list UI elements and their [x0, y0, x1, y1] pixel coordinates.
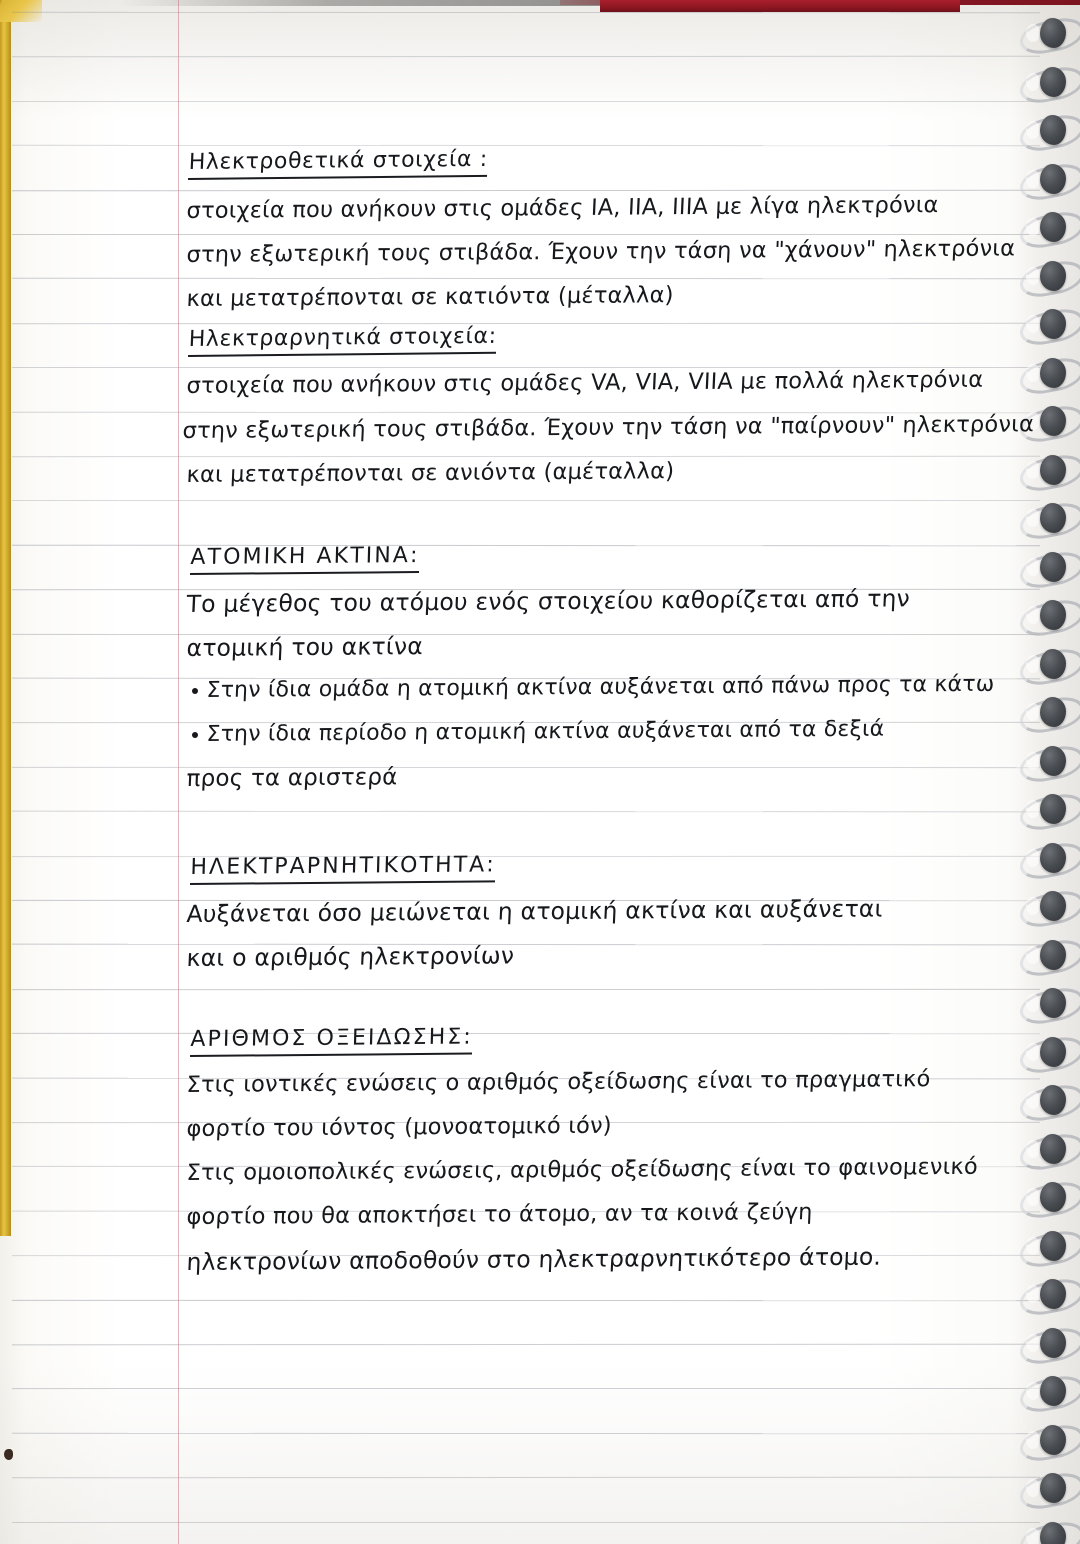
text-line: ατομική του ακτίνα — [186, 632, 424, 662]
ink-dot — [4, 1449, 13, 1460]
text-line: στην εξωτερική τους στιβάδα. Έχουν την τάση να "χάνουν" ηλεκτρόνια — [186, 235, 1016, 268]
text-line: και μετατρέπονται σε ανιόντα (αμέταλλα) — [186, 458, 675, 488]
text-line: στοιχεία που ανήκουν στις ομάδες ΙΑ, ΙΙΑ, ΙΙΙΑ με λίγα ηλεκτρόνια — [186, 192, 940, 224]
text-line: στοιχεία που ανήκουν στις ομάδες VA, VIA, VIIA με πολλά ηλεκτρόνια — [186, 366, 984, 399]
bullet-text: Στην ίδια περίοδο η ατομική ακτίνα αυξάνεται από τα δεξιά — [206, 716, 885, 747]
bullet-marker — [192, 688, 198, 694]
text-line: Στις ιοντικές ενώσεις ο αριθμός οξείδωσης είναι το πραγματικό — [186, 1066, 932, 1098]
bullet-text: προς τα αριστερά — [186, 764, 399, 792]
text-line: Αυξάνεται όσο μειώνεται η ατομική ακτίνα και αυξάνεται — [186, 894, 884, 928]
text-line: και ο αριθμός ηλεκτρονίων — [186, 941, 515, 972]
heading-electropositive: Ηλεκτροθετικά στοιχεία : — [188, 147, 488, 180]
heading-oxidation-number: ΑΡΙΘΜΟΣ ΟΞΕΙΔΩΣΗΣ: — [190, 1025, 473, 1057]
text-line: φορτίο που θα αποκτήσει το άτομο, αν τα κοινά ζεύγη — [186, 1199, 814, 1230]
text-line: ηλεκτρονίων αποδοθούν στο ηλεκτραρνητικότερο άτομο. — [186, 1242, 882, 1276]
text-line: Στις ομοιοπολικές ενώσεις, αριθμός οξείδωσης είναι το φαινομενικό — [186, 1153, 979, 1186]
heading-electronegativity: ΗΛΕΚΤΡΑΡΝΗΤΙΚΟΤΗΤΑ: — [190, 852, 496, 885]
heading-atomic-radius: ΑΤΟΜΙΚΗ ΑΚΤΙΝΑ: — [190, 543, 420, 575]
bleed-through-ghost — [480, 152, 534, 170]
bullet-text: Στην ίδια ομάδα η ατομική ακτίνα αυξάνεται από πάνω προς τα κάτω — [206, 671, 995, 703]
text-line: Το μέγεθος του ατόμου ενός στοιχείου καθορίζεται από την — [186, 584, 911, 618]
bullet-marker — [192, 732, 198, 738]
heading-electronegative: Ηλεκτραρνητικά στοιχεία: — [188, 324, 497, 357]
text-line: στην εξωτερική τους στιβάδα. Έχουν την τάση να "παίρνουν" ηλεκτρόνια — [182, 411, 1035, 444]
text-line: φορτίο του ιόντος (μονοατομικό ιόν) — [186, 1112, 613, 1142]
text-line: και μετατρέπονται σε κατιόντα (μέταλλα) — [186, 282, 675, 312]
